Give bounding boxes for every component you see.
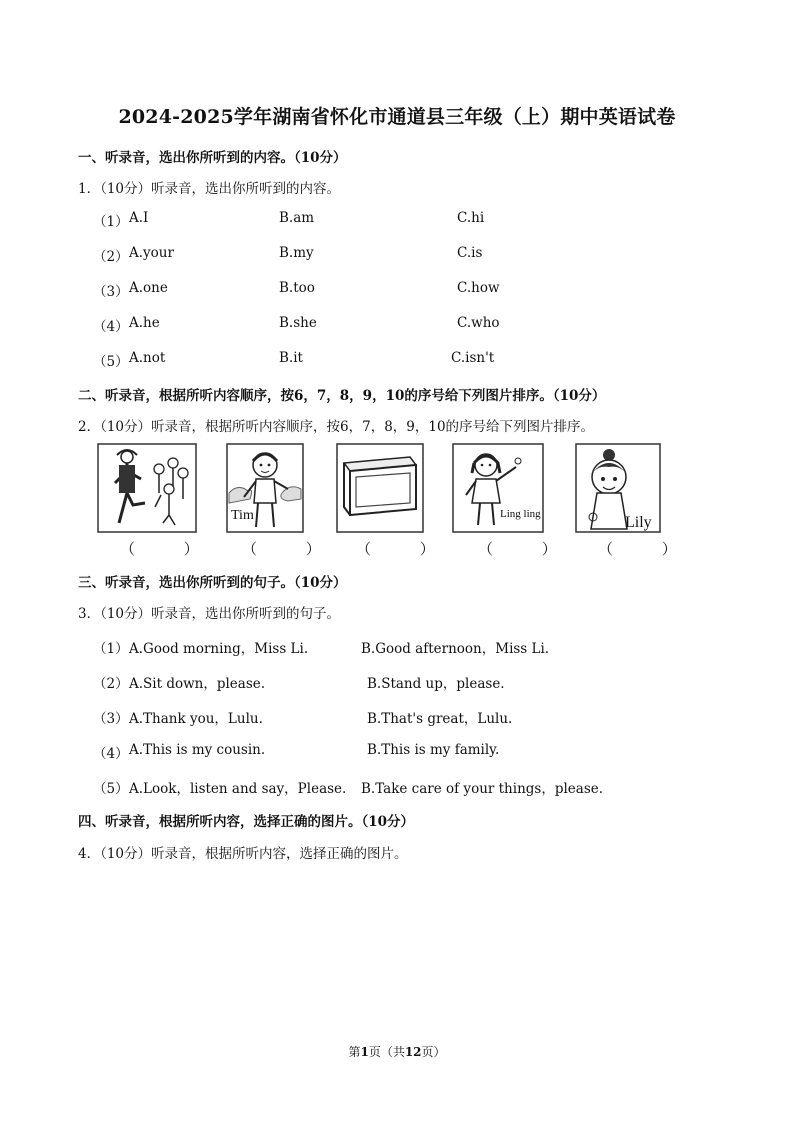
- option-c: C.how: [457, 280, 500, 296]
- option-number: （2）: [93, 249, 129, 265]
- footer-middle: 页（共: [368, 1045, 405, 1059]
- question-1: 1．（10分）听录音，选出你所听到的内容。: [78, 181, 341, 197]
- option-number: （4）: [93, 319, 129, 335]
- option-a: A.your: [129, 245, 174, 261]
- option-number: （1）: [93, 214, 129, 230]
- boy-tim-icon: [226, 443, 304, 533]
- option-a: A.not: [129, 350, 166, 366]
- girl-ling-ling-icon: [452, 443, 544, 533]
- option-b: B.That's great，Lulu.: [367, 711, 513, 727]
- option-a: A.Good morning，Miss Li.: [129, 641, 309, 657]
- page-footer: [0, 1043, 794, 1060]
- option-a: A.I: [129, 210, 149, 226]
- option-b: B.This is my family.: [367, 742, 500, 758]
- picture-tim: [226, 443, 304, 533]
- picture-ling-ling: [452, 443, 544, 533]
- option-number: （3）: [93, 711, 129, 727]
- option-c: C.hi: [457, 210, 485, 226]
- option-b: B.it: [279, 350, 303, 366]
- option-c: C.is: [457, 245, 483, 261]
- option-b: B.my: [279, 245, 314, 261]
- question-2: 2．（10分）听录音，根据所听内容顺序，按6，7，8，9，10的序号给下列图片排序。: [78, 419, 595, 435]
- section-3-heading: 三、听录音，选出你所听到的句子。（10分）: [78, 575, 347, 591]
- footer-page-number: 1: [360, 1045, 369, 1059]
- option-b: B.Take care of your things，please.: [361, 781, 604, 797]
- option-b: B.Stand up，please.: [367, 676, 505, 692]
- footer-prefix: 第: [348, 1045, 361, 1059]
- option-b: B.Good afternoon，Miss Li.: [361, 641, 550, 657]
- teacher-and-students-icon: [97, 443, 197, 533]
- option-number: （4）: [93, 746, 129, 762]
- footer-suffix: 页）: [421, 1045, 446, 1059]
- option-a: A.he: [129, 315, 160, 331]
- question-3: 3．（10分）听录音，选出你所听到的句子。: [78, 606, 341, 622]
- option-b: B.she: [279, 315, 317, 331]
- option-a: A.Look，listen and say，Please.: [129, 781, 347, 797]
- question-4: 4．（10分）听录音，根据所听内容，选择正确的图片。: [78, 846, 408, 862]
- picture-label-lily: Lily: [625, 514, 652, 531]
- answer-bracket[interactable]: （ ）: [478, 540, 579, 558]
- pencil-box-icon: [336, 443, 424, 533]
- option-number: （5）: [93, 354, 129, 370]
- picture-teacher-students: [97, 443, 197, 533]
- option-c: C.isn't: [451, 350, 495, 366]
- option-a: A.Sit down，please.: [129, 676, 266, 692]
- page-title: 2024-2025学年湖南省怀化市通道县三年级（上）期中英语试卷: [118, 106, 676, 128]
- option-b: B.too: [279, 280, 315, 296]
- option-number: （1）: [93, 641, 129, 657]
- girl-lily-icon: [575, 443, 661, 533]
- picture-pencil-box: [336, 443, 424, 533]
- answer-bracket[interactable]: （ ）: [598, 540, 699, 558]
- option-a: A.Thank you，Lulu.: [129, 711, 263, 727]
- option-a: A.This is my cousin.: [129, 742, 266, 758]
- option-number: （3）: [93, 284, 129, 300]
- option-a: A.one: [129, 280, 168, 296]
- section-4-heading: 四、听录音，根据所听内容，选择正确的图片。（10分）: [78, 814, 415, 830]
- option-number: （5）: [93, 781, 129, 797]
- picture-label-tim: Tim: [231, 508, 254, 523]
- option-b: B.am: [279, 210, 315, 226]
- option-number: （2）: [93, 676, 129, 692]
- picture-label-ling-ling: Ling ling: [500, 508, 541, 520]
- answer-bracket[interactable]: （ ）: [242, 540, 343, 558]
- section-1-heading: 一、听录音，选出你所听到的内容。（10分）: [78, 150, 347, 166]
- footer-total-pages: 12: [404, 1045, 422, 1059]
- picture-lily: [575, 443, 661, 533]
- answer-bracket[interactable]: （ ）: [356, 540, 457, 558]
- option-c: C.who: [457, 315, 500, 331]
- answer-bracket[interactable]: （ ）: [120, 540, 221, 558]
- section-2-heading: 二、听录音，根据所听内容顺序，按6，7，8，9，10的序号给下列图片排序。（10分）: [78, 388, 606, 404]
